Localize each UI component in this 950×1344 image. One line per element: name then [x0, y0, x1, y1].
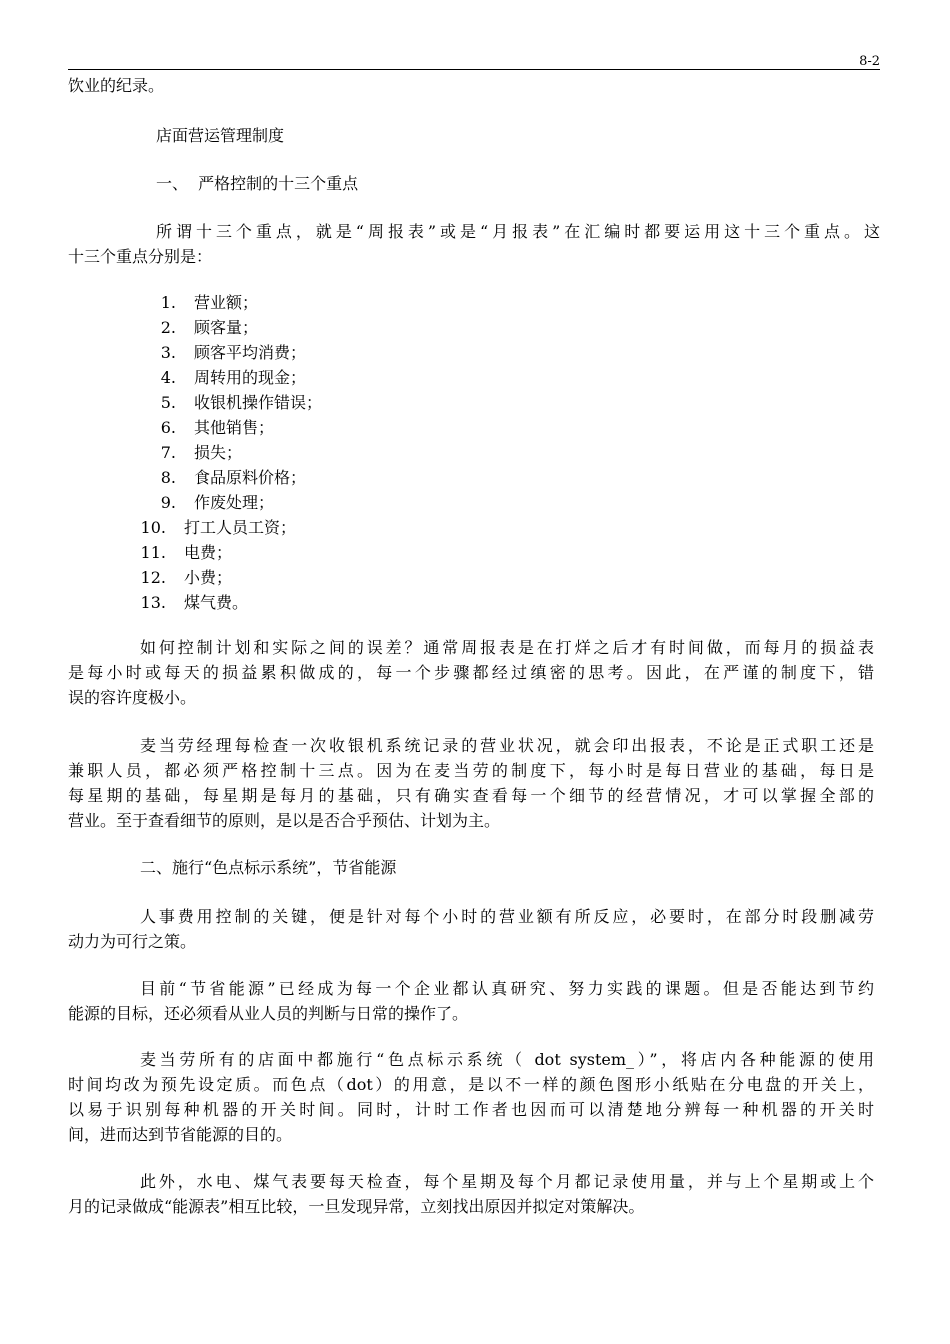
paragraph-line: 时间均改为预先设定质。而色点（dot）的用意，是以不一样的颜色图形小纸贴在分电盘的开关上， [68, 1075, 874, 1094]
list-item-text: 周转用的现金； [194, 368, 307, 387]
list-item-number: 9. [160, 493, 176, 512]
intro-line: 饮业的纪录。 [68, 76, 165, 95]
paragraph-line: 十三个重点分别是： [68, 247, 213, 266]
list-item-text: 收银机操作错误； [194, 393, 323, 412]
list-item [140, 441, 242, 465]
list-item-text: 小费； [184, 568, 233, 587]
list-item-number: 1. [160, 293, 176, 312]
list-item-number: 13. [140, 593, 166, 612]
list-item-text: 顾客量； [194, 318, 259, 337]
list-item [130, 516, 296, 540]
list-item [140, 391, 322, 415]
list-item [140, 341, 306, 365]
paragraph-line: 能源的目标，还必须看从业人员的判断与日常的操作了。 [68, 1004, 469, 1023]
list-item-number: 2. [160, 318, 176, 337]
list-item-number: 12. [140, 568, 166, 587]
paragraph-line: 以易于识别每种机器的开关时间。同时，计时工作者也因而可以清楚地分辨每一种机器的开关时 [68, 1100, 874, 1119]
paragraph-line: 是每小时或每天的损益累积做成的，每一个步骤都经过缜密的思考。因此，在严谨的制度下，错 [68, 663, 874, 682]
list-item-number: 6. [160, 418, 176, 437]
list-item-text: 食品原料价格； [194, 468, 307, 487]
list-item [130, 566, 232, 590]
section-heading: 店面营运管理制度 [156, 126, 285, 145]
list-item-number: 3. [160, 343, 176, 362]
list-item-text: 打工人员工资； [184, 518, 297, 537]
page-number: 8-2 [859, 54, 880, 69]
paragraph-line: 如何控制计划和实际之间的误差？通常周报表是在打烊之后才有时间做，而每月的损益表 [140, 638, 874, 657]
list-item [140, 316, 258, 340]
list-item [140, 466, 306, 490]
paragraph-line: 月的记录做成“能源表”相互比较，一旦发现异常，立刻找出原因并拟定对策解决。 [68, 1197, 645, 1216]
list-item-number: 11. [140, 543, 166, 562]
list-item-text: 其他销售； [194, 418, 275, 437]
list-item-text: 营业额； [194, 293, 259, 312]
point1-heading: 一、 严格控制的十三个重点 [156, 174, 359, 193]
list-item-number: 10. [140, 518, 166, 537]
list-item [140, 366, 306, 390]
list-item [130, 541, 232, 565]
paragraph-line: 间，进而达到节省能源的目的。 [68, 1125, 293, 1144]
paragraph-line: 营业。至于查看细节的原则，是以是否合乎预估、计划为主。 [68, 811, 501, 830]
paragraph-line: 目前“节省能源”已经成为每一个企业都认真研究、努力实践的课题。但是否能达到节约 [140, 979, 874, 998]
paragraph-line: 所谓十三个重点，就是“周报表”或是“月报表”在汇编时都要运用这十三个重点。这 [156, 222, 880, 241]
paragraph-line: 麦当劳经理每检查一次收银机系统记录的营业状况，就会印出报表，不论是正式职工还是 [140, 736, 874, 755]
paragraph-line: 麦当劳所有的店面中都施行“色点标示系统（ dot system_）”，将店内各种能源的使用 [140, 1050, 874, 1069]
list-item-text: 损失； [194, 443, 243, 462]
list-item [130, 591, 248, 615]
paragraph-line: 兼职人员，都必须严格控制十三点。因为在麦当劳的制度下，每小时是每日营业的基础，每日是 [68, 761, 874, 780]
list-item-text: 煤气费。 [184, 593, 249, 612]
list-item-number: 5. [160, 393, 176, 412]
paragraph-line: 每星期的基础，每星期是每月的基础，只有确实查看每一个细节的经营情况，才可以掌握全部的 [68, 786, 874, 805]
header-rule [68, 69, 880, 70]
paragraph-line: 动力为可行之策。 [68, 932, 197, 951]
list-item-text: 作废处理； [194, 493, 275, 512]
list-item-number: 4. [160, 368, 176, 387]
paragraph-line: 误的容许度极小。 [68, 688, 197, 707]
list-item-text: 电费； [184, 543, 233, 562]
list-item-number: 8. [160, 468, 176, 487]
list-item [140, 491, 274, 515]
list-item-text: 顾客平均消费； [194, 343, 307, 362]
list-item [140, 291, 258, 315]
paragraph-line: 此外，水电、煤气表要每天检查，每个星期及每个月都记录使用量，并与上个星期或上个 [140, 1172, 874, 1191]
list-item-number: 7. [160, 443, 176, 462]
point2-heading: 二、施行“色点标示系统”，节省能源 [140, 858, 397, 877]
list-item [140, 416, 274, 440]
paragraph-line: 人事费用控制的关键，便是针对每个小时的营业额有所反应，必要时，在部分时段删减劳 [140, 907, 874, 926]
